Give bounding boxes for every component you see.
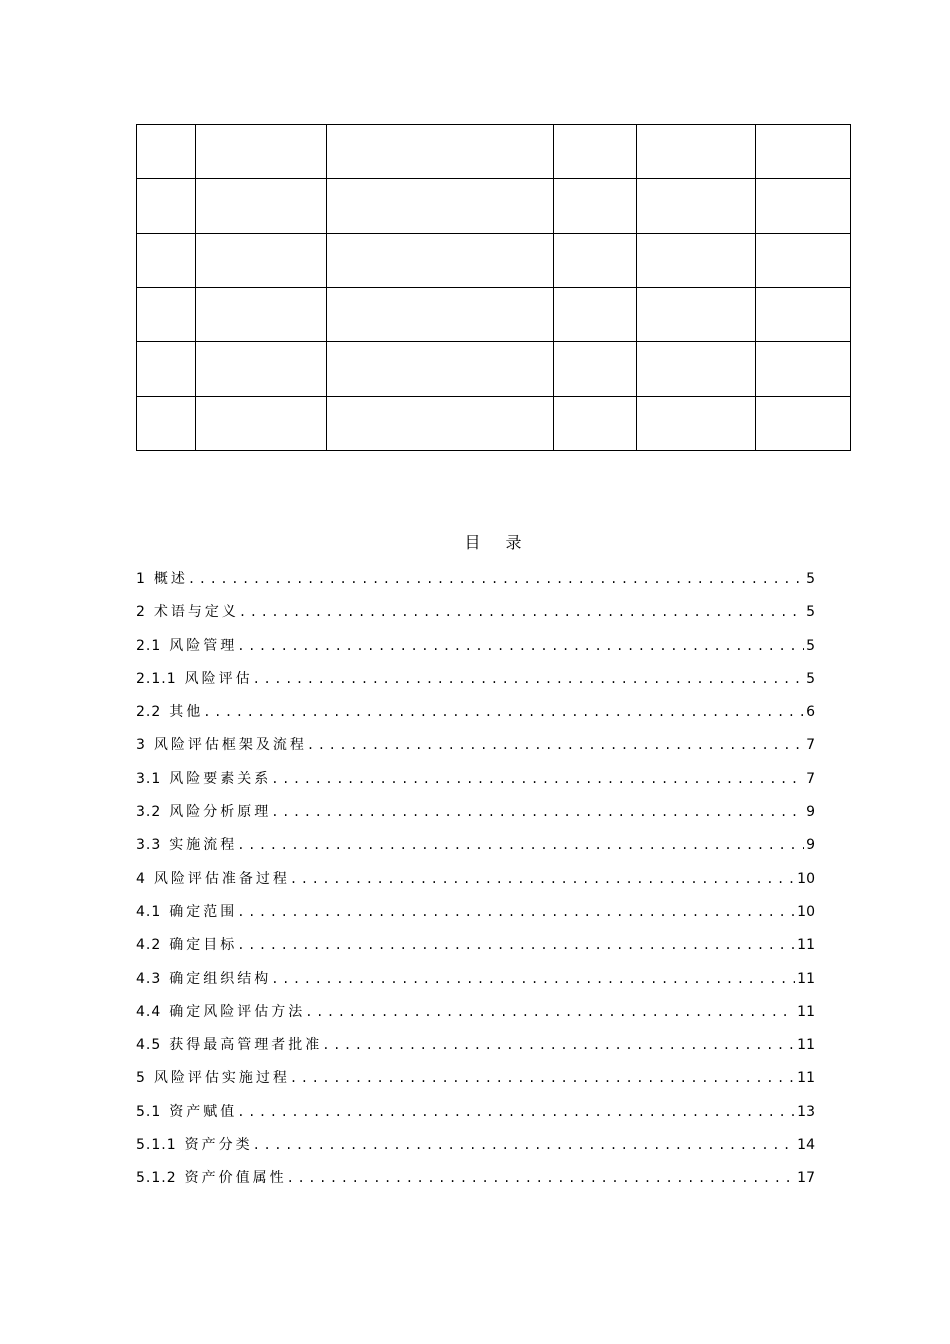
toc-entry[interactable] — [136, 634, 815, 667]
toc-entry-number: 1 — [136, 571, 146, 587]
toc-entry[interactable] — [136, 667, 815, 700]
toc-dot-leader — [237, 1100, 795, 1124]
toc-dot-leader — [253, 667, 804, 691]
toc-entry[interactable] — [136, 700, 815, 733]
table-cell — [637, 179, 756, 233]
toc-entry-page: 17 — [797, 1170, 815, 1187]
table-cell — [196, 287, 327, 341]
toc-dot-leader — [305, 1000, 795, 1024]
toc-dot-leader — [237, 833, 804, 857]
toc-dot-leader — [253, 1133, 796, 1157]
toc-entry-page: 5 — [806, 670, 815, 687]
table-cell — [637, 342, 756, 396]
toc-entry-page: 5 — [806, 604, 815, 621]
toc-dot-leader — [271, 967, 795, 991]
toc-dot-leader — [271, 800, 804, 824]
toc-entry-title: 术语与定义 — [153, 604, 239, 621]
toc-entry-page: 11 — [797, 1037, 815, 1054]
toc-entry-title: 确定风险评估方法 — [169, 1003, 306, 1020]
toc-entry[interactable] — [136, 867, 815, 900]
table-cell — [327, 233, 554, 287]
toc-entry-title: 资产分类 — [184, 1137, 253, 1154]
table-cell — [327, 125, 554, 179]
toc-entry-number: 4.3 — [136, 970, 162, 987]
table-cell — [137, 179, 196, 233]
table-cell — [756, 125, 851, 179]
toc-entry[interactable] — [136, 933, 815, 966]
toc-entry[interactable] — [136, 1133, 815, 1166]
toc-entry-number: 2.1 — [136, 637, 162, 654]
toc-entry-title: 风险评估实施过程 — [153, 1070, 290, 1087]
toc-entry-title: 其他 — [169, 704, 204, 721]
toc-entry-title: 概述 — [153, 571, 188, 587]
toc-entry-page: 10 — [797, 903, 815, 920]
table-cell — [756, 287, 851, 341]
table-cell — [756, 179, 851, 233]
toc-entry-number: 4.4 — [136, 1003, 162, 1020]
toc-entry-page: 11 — [797, 937, 815, 954]
toc-dot-leader — [188, 567, 804, 591]
toc-entry-page: 5 — [806, 637, 815, 654]
table-cell — [756, 233, 851, 287]
table-cell — [554, 287, 637, 341]
table-cell — [637, 287, 756, 341]
toc-entry[interactable] — [136, 600, 815, 633]
table-cell — [137, 233, 196, 287]
toc-entry-number: 4.2 — [136, 937, 162, 954]
toc-entry-page: 11 — [797, 1070, 815, 1087]
table-cell — [327, 287, 554, 341]
toc-dot-leader — [307, 733, 804, 757]
table-row — [137, 233, 851, 287]
table-cell — [554, 396, 637, 450]
toc-entry-title: 确定范围 — [169, 903, 238, 920]
toc-entry-number: 4.5 — [136, 1037, 162, 1054]
toc-entry-number: 3.2 — [136, 804, 162, 821]
empty-revision-table — [136, 124, 851, 451]
table-cell — [196, 233, 327, 287]
table-cell — [637, 125, 756, 179]
toc-entry-number: 2.1.1 — [136, 670, 177, 687]
toc-title: 目 录 — [464, 533, 532, 552]
toc-entry-page: 10 — [797, 870, 815, 887]
table-cell — [137, 396, 196, 450]
toc-entry-number: 3 — [136, 737, 146, 754]
toc-entry-title: 风险评估准备过程 — [153, 870, 290, 887]
toc-entry-title: 风险评估 — [184, 670, 253, 687]
toc-entry-page: 11 — [797, 970, 815, 987]
toc-entry-page: 14 — [797, 1137, 815, 1154]
table-cell — [196, 125, 327, 179]
toc-dot-leader — [322, 1033, 795, 1057]
toc-dot-leader — [271, 767, 804, 791]
toc-entry[interactable] — [136, 567, 815, 600]
toc-entry[interactable] — [136, 1100, 815, 1133]
toc-entry-title: 风险要素关系 — [169, 770, 272, 787]
table-row — [137, 179, 851, 233]
table-cell — [327, 179, 554, 233]
toc-entry-title: 资产赋值 — [169, 1103, 238, 1120]
toc-entry-page: 9 — [806, 804, 815, 821]
toc-entry[interactable] — [136, 1066, 815, 1099]
toc-entry-page: 5 — [806, 571, 815, 587]
toc-entry-title: 风险评估框架及流程 — [153, 737, 307, 754]
toc-entry-number: 5.1 — [136, 1103, 162, 1120]
toc-entry-page: 9 — [806, 837, 815, 854]
table-cell — [554, 342, 637, 396]
toc-entry-number: 5.1.1 — [136, 1137, 177, 1154]
toc-dot-leader — [237, 933, 795, 957]
toc-entry[interactable] — [136, 833, 815, 866]
table-cell — [137, 125, 196, 179]
toc-dot-leader — [203, 700, 804, 724]
table-cell — [756, 342, 851, 396]
toc-entry-title: 确定目标 — [169, 937, 238, 954]
table-cell — [554, 179, 637, 233]
table-row — [137, 342, 851, 396]
table-body — [137, 125, 851, 451]
toc-entry-number: 4.1 — [136, 903, 162, 920]
toc-entry-page: 6 — [806, 704, 815, 721]
toc-entry-number: 3.1 — [136, 770, 162, 787]
toc-dot-leader — [237, 900, 795, 924]
toc-entry[interactable] — [136, 1000, 815, 1033]
toc-entry-number: 3.3 — [136, 837, 162, 854]
toc-entry-page: 11 — [797, 1003, 815, 1020]
toc-entry-page: 7 — [806, 737, 815, 754]
toc-entry[interactable] — [136, 1166, 815, 1199]
table-cell — [196, 396, 327, 450]
table-cell — [196, 179, 327, 233]
toc-dot-leader — [239, 600, 804, 624]
table-cell — [637, 233, 756, 287]
table-cell — [137, 342, 196, 396]
toc-entry-title: 风险分析原理 — [169, 804, 272, 821]
toc-entry-number: 2 — [136, 604, 146, 621]
toc-entry[interactable] — [136, 900, 815, 933]
toc-entry-number: 5.1.2 — [136, 1170, 177, 1187]
table-row — [137, 396, 851, 450]
toc-entry-title: 获得最高管理者批准 — [169, 1037, 323, 1054]
toc-dot-leader — [287, 1166, 796, 1190]
toc-entry-title: 确定组织结构 — [169, 970, 272, 987]
table-cell — [756, 396, 851, 450]
toc-dot-leader — [290, 867, 795, 891]
table-cell — [196, 342, 327, 396]
table-row — [137, 125, 851, 179]
toc-entry-page: 7 — [806, 770, 815, 787]
toc-entry-title: 实施流程 — [169, 837, 238, 854]
toc-entry[interactable] — [136, 800, 815, 833]
toc-list — [136, 567, 815, 1200]
toc-entry-title: 风险管理 — [169, 637, 238, 654]
toc-entry[interactable] — [136, 1033, 815, 1066]
toc-entry-number: 5 — [136, 1070, 146, 1087]
table-cell — [327, 396, 554, 450]
toc-entry-page: 13 — [797, 1103, 815, 1120]
table-cell — [554, 125, 637, 179]
toc-dot-leader — [237, 634, 804, 658]
toc-entry-number: 4 — [136, 870, 146, 887]
toc-entry[interactable] — [136, 767, 815, 800]
table-row — [137, 287, 851, 341]
toc-dot-leader — [290, 1066, 795, 1090]
toc-entry[interactable] — [136, 967, 815, 1000]
table-cell — [554, 233, 637, 287]
table-cell — [327, 342, 554, 396]
toc-entry-title: 资产价值属性 — [184, 1170, 287, 1187]
toc-entry-number: 2.2 — [136, 704, 162, 721]
toc-entry[interactable] — [136, 733, 815, 766]
table-cell — [137, 287, 196, 341]
table-cell — [637, 396, 756, 450]
